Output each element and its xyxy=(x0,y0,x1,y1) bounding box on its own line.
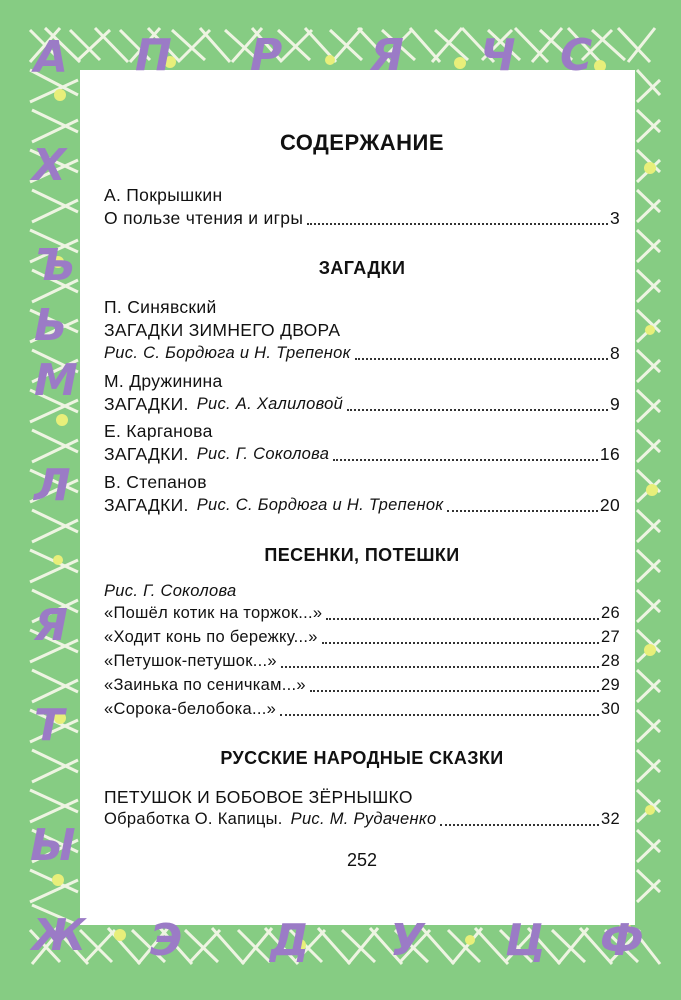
entry-author: Е. Карганова xyxy=(104,421,213,441)
border-letter: П xyxy=(135,30,172,81)
entry-page: 20 xyxy=(599,495,620,515)
section-title-tales: РУССКИЕ НАРОДНЫЕ СКАЗКИ xyxy=(220,748,504,768)
border-letter: Л xyxy=(34,460,71,511)
entry-page: 28 xyxy=(601,652,620,670)
leader-dots xyxy=(307,211,608,225)
entry-page: 29 xyxy=(601,676,620,694)
toc-entry[interactable] xyxy=(104,808,620,830)
border-letter: С xyxy=(560,30,593,81)
entry-title: «Заинька по сеничкам...» xyxy=(104,676,306,694)
border-letter: А xyxy=(34,32,69,83)
toc-entry[interactable] xyxy=(104,342,620,364)
toc-entry[interactable] xyxy=(104,393,620,415)
border-letter: Р xyxy=(250,30,283,81)
entry-illustrator: Рис. Г. Соколова xyxy=(196,445,330,463)
border-letter: Х xyxy=(32,140,66,191)
leader-dots xyxy=(355,346,608,360)
border-letter: Э xyxy=(150,915,183,966)
leader-dots xyxy=(280,702,599,716)
border-letter: Т xyxy=(34,700,65,751)
entry-page: 32 xyxy=(601,810,620,828)
entry-title: ЗАГАДКИ. xyxy=(104,394,189,414)
entry-title: «Пошёл котик на торжок...» xyxy=(104,604,323,622)
toc-entry[interactable] xyxy=(104,494,620,516)
entry-page: 3 xyxy=(609,208,620,228)
toc-entry[interactable] xyxy=(104,626,620,648)
border-letter: Ж xyxy=(32,910,86,961)
toc-entry[interactable] xyxy=(104,698,620,720)
leader-dots xyxy=(333,447,598,461)
toc-entry[interactable] xyxy=(104,207,620,229)
toc-entry[interactable] xyxy=(104,602,620,624)
leader-dots xyxy=(326,606,599,620)
entry-title: ЗАГАДКИ. xyxy=(104,444,189,464)
border-letter: Д xyxy=(270,915,310,966)
entry-illustrator: Рис. А. Халиловой xyxy=(196,395,344,413)
entry-illustrator: Рис. С. Бордюга и Н. Трепенок xyxy=(104,344,351,362)
toc-entry[interactable] xyxy=(104,650,620,672)
entry-author: П. Синявский xyxy=(104,297,217,317)
entry-illustrator: Рис. М. Рудаченко xyxy=(290,810,437,828)
entry-title: ЗАГАДКИ ЗИМНЕГО ДВОРА xyxy=(104,320,341,340)
border-letter: Я xyxy=(34,600,68,651)
leader-dots xyxy=(310,678,599,692)
border-letter: Ь xyxy=(34,300,68,351)
entry-illustrator: Рис. С. Бордюга и Н. Трепенок xyxy=(196,496,444,514)
entry-page: 27 xyxy=(601,628,620,646)
border-letter: Ч xyxy=(480,30,516,81)
entry-author: В. Степанов xyxy=(104,472,207,492)
leader-dots xyxy=(440,812,599,826)
border-letter: Ъ xyxy=(34,240,76,291)
intro-author: А. Покрышкин xyxy=(104,185,223,205)
section-illustrator: Рис. Г. Соколова xyxy=(104,582,237,600)
entry-page: 9 xyxy=(609,394,620,414)
entry-page: 26 xyxy=(601,604,620,622)
section-title-riddles: ЗАГАДКИ xyxy=(318,258,406,278)
toc-entry[interactable] xyxy=(104,674,620,696)
entry-page: 16 xyxy=(599,444,620,464)
entry-title: «Сорока-белобока...» xyxy=(104,700,277,718)
border-letter: Ц xyxy=(505,915,546,966)
leader-dots xyxy=(347,397,608,411)
border-letter: У xyxy=(390,915,424,966)
entry-title: О пользе чтения и игры xyxy=(104,208,304,228)
entry-author: М. Дружинина xyxy=(104,371,223,391)
border-letter: Ф xyxy=(600,915,644,966)
border-letter: Ы xyxy=(30,820,76,871)
entry-adaptation: Обработка О. Капицы. xyxy=(104,810,283,828)
toc-entry[interactable] xyxy=(104,443,620,465)
entry-title: «Ходит конь по бережку...» xyxy=(104,628,318,646)
border-letter: Я xyxy=(370,30,404,81)
leader-dots xyxy=(281,654,599,668)
leader-dots xyxy=(447,498,597,512)
entry-page: 8 xyxy=(609,343,620,363)
entry-page: 30 xyxy=(601,700,620,718)
entry-title: ПЕТУШОК И БОБОВОЕ ЗЁРНЫШКО xyxy=(104,787,413,807)
leader-dots xyxy=(322,630,599,644)
page-number: 252 xyxy=(346,850,378,870)
page-title: СОДЕРЖАНИЕ xyxy=(279,130,445,155)
entry-title: ЗАГАДКИ. xyxy=(104,495,189,515)
border-letter: М xyxy=(34,355,78,406)
section-title-songs: ПЕСЕНКИ, ПОТЕШКИ xyxy=(264,545,460,565)
entry-title: «Петушок-петушок...» xyxy=(104,652,277,670)
